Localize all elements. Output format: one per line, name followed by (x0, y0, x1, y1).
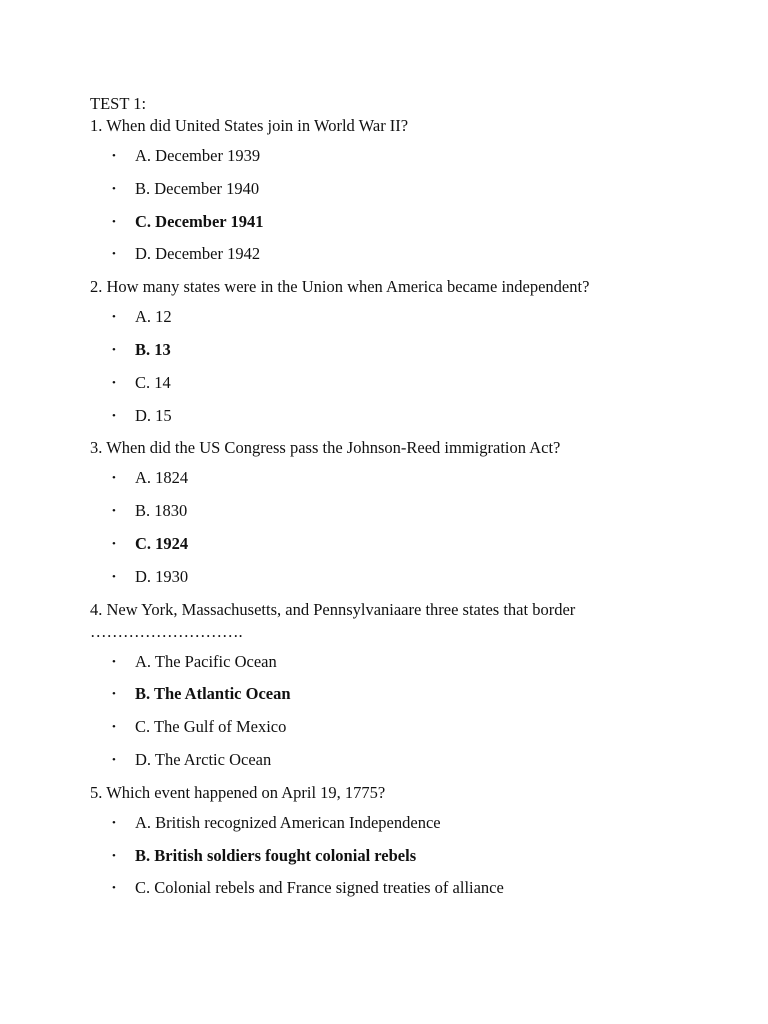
document-page (90, 93, 730, 910)
bullet-icon: • (112, 472, 116, 485)
answer-option-label: A. 1824 (135, 468, 189, 488)
question-3 (90, 437, 730, 587)
answer-options (90, 651, 730, 771)
bullet-icon: • (112, 376, 116, 389)
question-5 (90, 782, 730, 900)
answer-option-correct (90, 533, 730, 555)
bullet-icon: • (112, 537, 116, 550)
answer-option (90, 405, 730, 427)
answer-options (90, 306, 730, 426)
answer-option (90, 716, 730, 738)
answer-option-label: B. December 1940 (135, 178, 260, 198)
answer-option (90, 812, 730, 834)
answer-option (90, 372, 730, 394)
bullet-icon: • (112, 505, 116, 518)
answer-option-label: B. 13 (135, 339, 171, 359)
answer-option-correct (90, 683, 730, 705)
question-text: 1. When did United States join in World War II? (90, 116, 409, 135)
bullet-icon: • (112, 849, 116, 862)
bullet-icon: • (112, 409, 116, 422)
answer-option-label: B. The Atlantic Ocean (135, 684, 291, 704)
answer-option-label: D. 15 (135, 405, 172, 425)
answer-options (90, 467, 730, 587)
question-1 (90, 115, 730, 265)
answer-option-correct (90, 845, 730, 867)
answer-option-label: B. 1830 (135, 501, 188, 521)
bullet-icon: • (112, 655, 116, 668)
answer-option-label: C. December 1941 (135, 211, 264, 231)
answer-option (90, 306, 730, 328)
answer-option-label: D. 1930 (135, 566, 189, 586)
answer-option (90, 749, 730, 771)
question-text: 2. How many states were in the Union when America became independent? (90, 277, 590, 297)
answer-options (90, 145, 730, 265)
bullet-icon: • (112, 248, 116, 261)
bullet-icon: • (112, 688, 116, 701)
answer-option-label: C. Colonial rebels and France signed treaties of alliance (135, 878, 504, 898)
answer-option-label: B. British soldiers fought colonial rebels (135, 845, 417, 865)
question-4 (90, 599, 730, 771)
bullet-icon: • (112, 182, 116, 195)
question-text: 3. When did the US Congress pass the Johnson-Reed immigration Act? (90, 438, 561, 458)
answer-option (90, 500, 730, 522)
answer-option (90, 178, 730, 200)
bullet-icon: • (112, 215, 116, 228)
answer-option (90, 145, 730, 167)
bullet-icon: • (112, 311, 116, 324)
bullet-icon: • (112, 721, 116, 734)
answer-option-correct (90, 339, 730, 361)
bullet-icon: • (112, 753, 116, 766)
answer-option-label: A. December 1939 (135, 146, 261, 165)
question-2 (90, 276, 730, 426)
bullet-icon: • (112, 343, 116, 356)
answer-option-correct (90, 211, 730, 233)
answer-option-label: A. The Pacific Ocean (135, 651, 277, 671)
answer-option (90, 651, 730, 673)
answer-options (90, 812, 730, 900)
answer-option (90, 467, 730, 489)
question-text: 4. New York, Massachusetts, and Pennsylvaniaare three states that border ………………………. (90, 599, 576, 641)
answer-option (90, 243, 730, 265)
question-text: 5. Which event happened on April 19, 1775? (90, 782, 386, 802)
answer-option-label: D. December 1942 (135, 244, 261, 264)
answer-option-label: D. The Arctic Ocean (135, 749, 272, 769)
answer-option-label: C. 14 (135, 372, 171, 392)
question-list (90, 115, 730, 899)
answer-option-label: A. British recognized American Independence (135, 812, 441, 832)
bullet-icon: • (112, 882, 116, 895)
bullet-icon: • (112, 570, 116, 583)
bullet-icon: • (112, 816, 116, 829)
answer-option-label: C. The Gulf of Mexico (135, 717, 287, 737)
bullet-icon: • (112, 150, 116, 162)
test-title: TEST 1: (90, 94, 147, 113)
answer-option (90, 566, 730, 588)
answer-option-label: C. 1924 (135, 533, 189, 553)
answer-option (90, 877, 730, 899)
answer-option-label: A. 12 (135, 307, 172, 327)
